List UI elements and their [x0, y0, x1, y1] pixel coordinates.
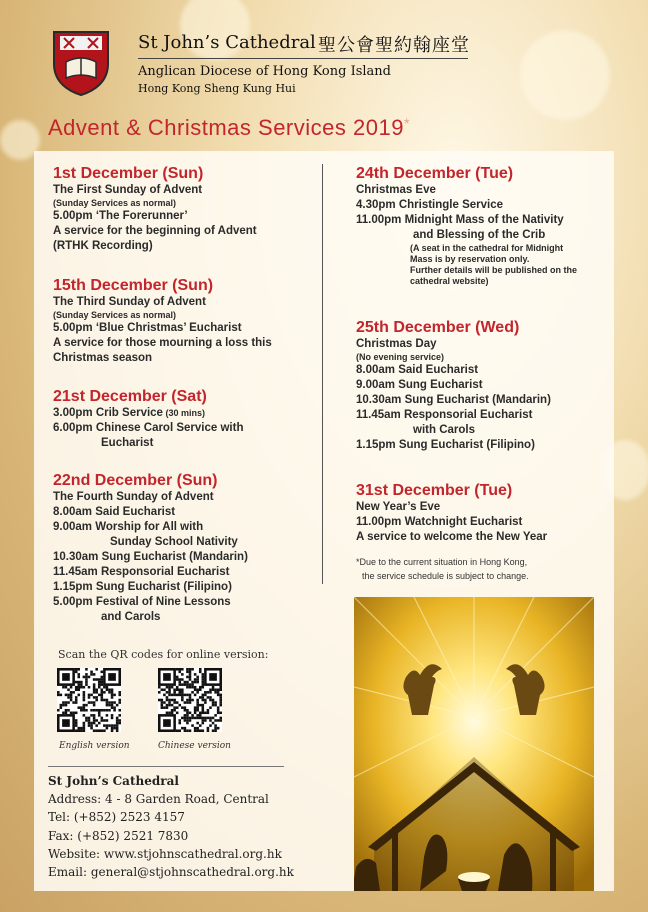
- cathedral-name-zh: 聖公會聖約翰座堂: [318, 35, 470, 56]
- service-line: 10.30am Sung Eucharist (Mandarin): [53, 551, 248, 563]
- service-line: (RTHK Recording): [53, 240, 153, 252]
- service-day: [356, 481, 626, 545]
- service-line: Eucharist: [101, 437, 154, 449]
- contact-address: Address: 4 - 8 Garden Road, Central: [48, 792, 269, 807]
- service-line: Further details will be published on the: [410, 265, 578, 275]
- contact-block: [48, 772, 294, 881]
- service-line: 3.00pm Crib Service (30 mins): [53, 407, 205, 419]
- service-line: Mass is by reservation only.: [410, 254, 530, 264]
- service-day-heading: 25th December (Wed): [356, 319, 520, 336]
- service-line: (No evening service): [356, 352, 445, 362]
- service-line: with Carols: [413, 424, 475, 436]
- service-line: 11.45am Responsorial Eucharist: [53, 566, 230, 578]
- service-day-heading: 24th December (Tue): [356, 165, 514, 182]
- page-title: Advent & Christmas Services 2019*: [48, 115, 410, 140]
- service-line: 5.00pm Festival of Nine Lessons: [53, 596, 231, 608]
- header-rule: [138, 58, 468, 59]
- service-line: A service to welcome the New Year: [356, 531, 548, 543]
- service-line: cathedral website): [410, 276, 489, 286]
- service-line: (Sunday Services as normal): [53, 310, 177, 320]
- cathedral-name-en: St John’s Cathedral: [138, 32, 316, 53]
- service-line: New Year’s Eve: [356, 501, 441, 513]
- qr-code-english[interactable]: [57, 668, 121, 732]
- service-line: 11.45am Responsorial Eucharist: [356, 409, 533, 421]
- qr-label-english: English version: [59, 741, 130, 751]
- service-line: A service for the beginning of Advent: [53, 225, 257, 237]
- service-line: (Sunday Services as normal): [53, 198, 177, 208]
- service-line: 10.30am Sung Eucharist (Mandarin): [356, 394, 551, 406]
- service-line: 1.15pm Sung Eucharist (Filipino): [53, 581, 232, 593]
- qr-label-chinese: Chinese version: [158, 741, 231, 751]
- service-line: Christmas season: [53, 352, 153, 364]
- service-line: 11.00pm Midnight Mass of the Nativity: [356, 214, 564, 226]
- cathedral-crest-icon: [52, 30, 110, 96]
- service-day: [356, 318, 626, 453]
- service-day: [356, 164, 626, 287]
- service-line: Sunday School Nativity: [110, 536, 238, 548]
- service-line: 8.00am Said Eucharist: [53, 506, 176, 518]
- sheng-kung-hui: Hong Kong Sheng Kung Hui: [138, 82, 296, 95]
- service-line: The First Sunday of Advent: [53, 184, 203, 196]
- service-line: A service for those mourning a loss this: [53, 337, 272, 349]
- service-line: 9.00am Sung Eucharist: [356, 379, 483, 391]
- service-day-heading: 21st December (Sat): [53, 388, 207, 405]
- nativity-scene-image: [354, 597, 594, 891]
- contact-fax: Fax: (+852) 2521 7830: [48, 828, 189, 843]
- footnote-line: *Due to the current situation in Hong Kong,: [356, 557, 528, 567]
- service-day-heading: 22nd December (Sun): [53, 472, 218, 489]
- footnote: [356, 555, 529, 583]
- service-line: (A seat in the cathedral for Midnight: [410, 243, 564, 253]
- service-day-heading: 31st December (Tue): [356, 482, 513, 499]
- service-line: The Third Sunday of Advent: [53, 296, 206, 308]
- contact-website[interactable]: Website: www.stjohnscathedral.org.hk: [48, 846, 282, 861]
- service-day: [53, 276, 323, 366]
- service-line: 4.30pm Christingle Service: [356, 199, 504, 211]
- qr-caption: Scan the QR codes for online version:: [58, 648, 269, 661]
- footer-rule: [48, 766, 284, 767]
- service-line: The Fourth Sunday of Advent: [53, 491, 214, 503]
- footnote-line: the service schedule is subject to change.: [362, 571, 529, 581]
- service-line: 5.00pm ‘The Forerunner’: [53, 210, 188, 222]
- header: [0, 0, 648, 110]
- service-line: Christmas Eve: [356, 184, 436, 196]
- service-line: and Carols: [101, 611, 161, 623]
- service-line: Christmas Day: [356, 338, 437, 350]
- service-line: 5.00pm ‘Blue Christmas’ Eucharist: [53, 322, 242, 334]
- service-day: [53, 387, 323, 451]
- service-day-heading: 15th December (Sun): [53, 277, 214, 294]
- service-line: 1.15pm Sung Eucharist (Filipino): [356, 439, 535, 451]
- service-day: [53, 471, 323, 625]
- service-line: 9.00am Worship for All with: [53, 521, 204, 533]
- diocese-name: Anglican Diocese of Hong Kong Island: [138, 64, 391, 79]
- contact-email[interactable]: Email: general@stjohnscathedral.org.hk: [48, 865, 294, 880]
- contact-name: St John’s Cathedral: [48, 774, 179, 788]
- service-day: [53, 164, 323, 254]
- service-line: 6.00pm Chinese Carol Service with: [53, 422, 244, 434]
- title-asterisk: *: [403, 115, 410, 131]
- service-day-heading: 1st December (Sun): [53, 165, 204, 182]
- contact-tel: Tel: (+852) 2523 4157: [48, 810, 185, 825]
- service-line: and Blessing of the Crib: [413, 229, 546, 241]
- qr-code-chinese[interactable]: [158, 668, 222, 732]
- service-line: 11.00pm Watchnight Eucharist: [356, 516, 523, 528]
- service-line: 8.00am Said Eucharist: [356, 364, 479, 376]
